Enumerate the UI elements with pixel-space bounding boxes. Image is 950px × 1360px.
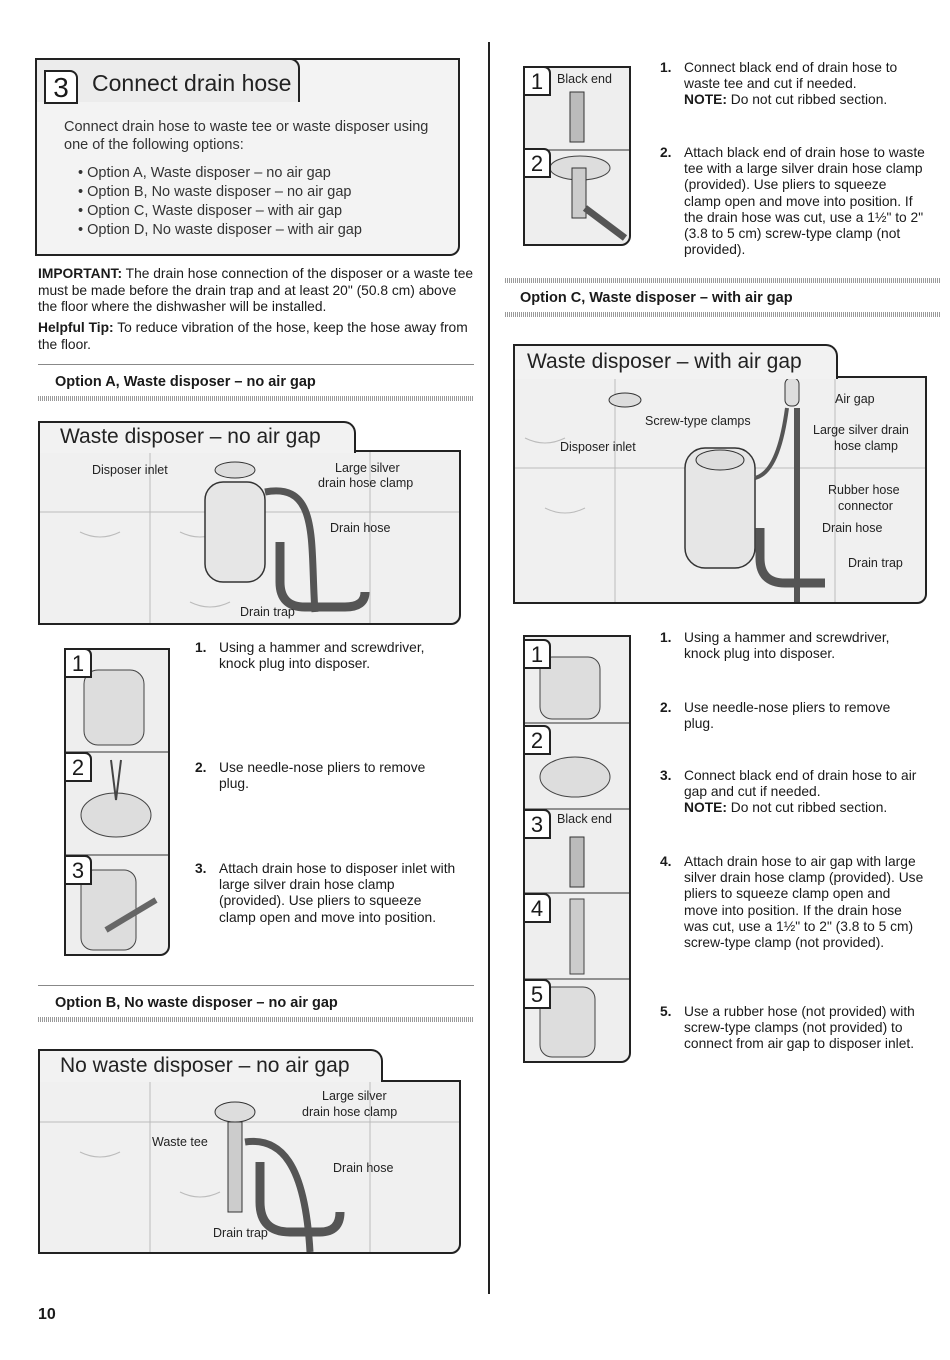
option-b-heading: Option B, No waste disposer – no air gap	[55, 995, 338, 1011]
note-text: Do not cut ribbed section.	[726, 800, 888, 816]
step-body	[684, 60, 919, 109]
diagram-label: Disposer inlet	[92, 463, 168, 477]
option-c-heading: Option C, Waste disposer – with air gap	[520, 290, 793, 306]
diagram-label: Waste tee	[152, 1135, 208, 1149]
diagram-label: Screw-type clamps	[645, 414, 751, 428]
thumbnail-label: Black end	[557, 812, 612, 826]
option-list-item: • Option C, Waste disposer – with air gap	[78, 202, 362, 221]
thumbnail-number: 4	[523, 893, 551, 923]
step-number: 3	[44, 70, 78, 104]
tip-paragraph	[38, 320, 478, 353]
step-text: Connect black end of drain hose to air gap and cut if needed.	[684, 768, 917, 800]
dotted-rule	[505, 278, 940, 283]
section-rule	[38, 985, 474, 986]
important-paragraph	[38, 266, 478, 316]
step-index: 2.	[195, 760, 207, 775]
thumbnail-number: 2	[64, 752, 92, 782]
step-index: 4.	[660, 854, 672, 869]
option-list-item: • Option A, Waste disposer – no air gap	[78, 164, 362, 183]
option-list-item: • Option B, No waste disposer – no air gap	[78, 183, 362, 202]
diagram-label: Large silver drain	[813, 423, 909, 437]
step-text: Attach drain hose to disposer inlet with large silver drain hose clamp (provided). Use pliers to squeeze clamp open and move into position.	[219, 861, 456, 925]
note-label: NOTE:	[684, 800, 727, 816]
step-index: 3.	[195, 861, 207, 876]
diagram-label: Large silver	[335, 461, 400, 475]
diagram-label: drain hose clamp	[302, 1105, 398, 1119]
step-text: Connect black end of drain hose to waste tee and cut if needed.	[684, 60, 898, 92]
step-text: Using a hammer and screwdriver, knock plug into disposer.	[219, 640, 425, 672]
note-label: NOTE:	[684, 92, 727, 108]
section-rule	[38, 364, 474, 365]
step-body	[684, 768, 919, 817]
diagram-label: Drain hose	[333, 1161, 394, 1175]
thumbnail-number: 2	[523, 725, 551, 755]
dotted-rule	[38, 396, 474, 401]
diagram-label: Disposer inlet	[560, 440, 636, 454]
thumbnail-number: 5	[523, 979, 551, 1009]
diagram-label: Drain trap	[240, 605, 295, 619]
dotted-rule	[38, 1017, 474, 1022]
diagram-label: connector	[838, 499, 893, 513]
step-index: 2.	[660, 700, 672, 715]
option-a-step-thumbnails	[64, 648, 170, 956]
step-text: Attach drain hose to air gap with large silver drain hose clamp (provided). Use pliers to squeeze clamp open and move into position. If the drain hose was cut, use a 1½" to 2" (3.8 to 5 cm) screw-type clamp (not provided).	[684, 854, 924, 951]
diagram-label: Drain hose	[330, 521, 391, 535]
page-number: 10	[38, 1306, 56, 1323]
thumbnail-number: 1	[523, 66, 551, 96]
diagram-label: Air gap	[835, 392, 875, 406]
note-text: Do not cut ribbed section.	[726, 92, 888, 108]
option-a-heading: Option A, Waste disposer – no air gap	[55, 374, 316, 390]
step-text: Use needle-nose pliers to remove plug.	[684, 700, 891, 732]
diagram-label: drain hose clamp	[318, 476, 414, 490]
important-text: The drain hose connection of the disposer or a waste tee must be made before the drain trap and at least 20" (50.8 cm) above the floor where the dishwasher will be installed.	[38, 266, 474, 314]
option-a-diagram-title: Waste disposer – no air gap	[60, 425, 321, 448]
diagram-label: Drain hose	[822, 521, 883, 535]
thumbnail-number: 3	[523, 809, 551, 839]
thumbnail-number: 3	[64, 855, 92, 885]
step-intro: Connect drain hose to waste tee or waste disposer using one of the following options:	[64, 119, 429, 153]
tip-label: Helpful Tip:	[38, 320, 114, 335]
step-title: Connect drain hose	[92, 70, 292, 96]
step-index: 3.	[660, 768, 672, 783]
option-a-thumbnail-art	[66, 650, 170, 956]
step-index: 1.	[660, 60, 672, 75]
important-label: IMPORTANT:	[38, 266, 123, 281]
option-c-diagram-title: Waste disposer – with air gap	[527, 350, 802, 373]
step-text: Attach black end of drain hose to waste tee with a large silver drain hose clamp (provided). Use pliers to squeeze clamp open and move into position. If the drain hose was cut, use a 1½" to 2" (3.8 to 5 cm) screw-type clamp (not provided).	[684, 145, 925, 258]
thumbnail-number: 1	[523, 639, 551, 669]
tip-text: To reduce vibration of the hose, keep the hose away from the floor.	[38, 320, 468, 352]
diagram-label: Large silver	[322, 1089, 387, 1103]
thumbnail-number: 2	[523, 148, 551, 178]
step-index: 5.	[660, 1004, 672, 1019]
step-text: Using a hammer and screwdriver, knock plug into disposer.	[684, 630, 890, 662]
option-b-diagram-title: No waste disposer – no air gap	[60, 1054, 350, 1077]
option-list-item: • Option D, No waste disposer – with air gap	[78, 221, 362, 240]
thumbnail-number: 1	[64, 648, 92, 678]
thumbnail-label: Black end	[557, 72, 612, 86]
diagram-label: hose clamp	[834, 439, 898, 453]
dotted-rule	[505, 312, 940, 317]
step-index: 2.	[660, 145, 672, 160]
step-index: 1.	[660, 630, 672, 645]
diagram-label: Rubber hose	[828, 483, 900, 497]
step-index: 1.	[195, 640, 207, 655]
option-list	[78, 164, 362, 240]
diagram-label: Drain trap	[848, 556, 903, 570]
column-divider	[488, 42, 490, 1294]
step-text: Use needle-nose pliers to remove plug.	[219, 760, 426, 792]
step-text: Use a rubber hose (not provided) with screw-type clamps (not provided) to connect from air gap to disposer inlet.	[684, 1004, 915, 1052]
diagram-label: Drain trap	[213, 1226, 268, 1240]
